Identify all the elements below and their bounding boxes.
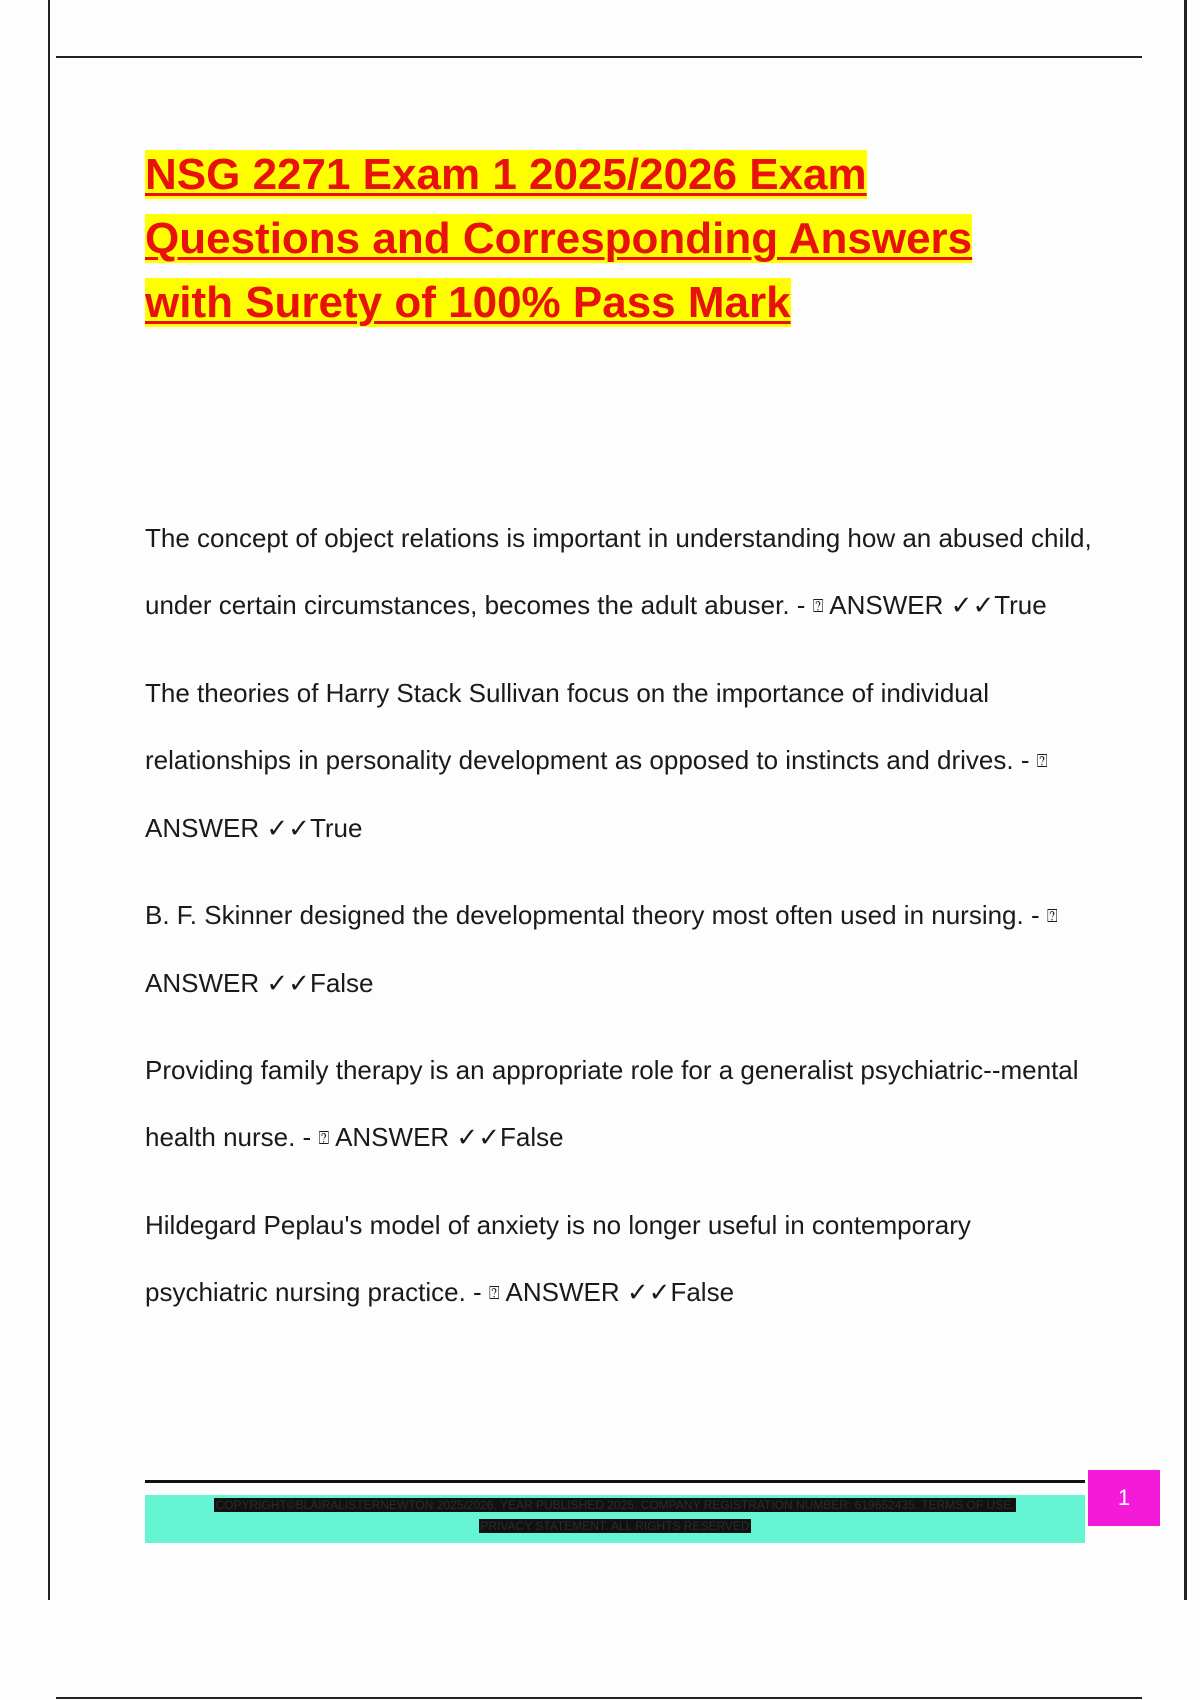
question-text: The theories of Harry Stack Sullivan focus on the importance of individual relationships in personality development as opposed to instincts and drives. - xyxy=(145,678,1030,775)
answer-label: ANSWER xyxy=(145,813,260,843)
header-rule xyxy=(56,56,1142,58)
page-border-right xyxy=(1184,0,1187,1600)
question-text: B. F. Skinner designed the developmental theory most often used in nursing. - xyxy=(145,900,1040,930)
copyright-line: PRIVACY STATEMENT. ALL RIGHTS RESERVED xyxy=(480,1519,750,1533)
answer-label: ANSWER xyxy=(505,1277,620,1307)
missing-glyph-icon: ⍰ xyxy=(318,1128,330,1148)
footer-rule xyxy=(145,1480,1085,1483)
question-item xyxy=(145,1037,1095,1172)
missing-glyph-icon: ⍰ xyxy=(488,1283,500,1303)
question-list xyxy=(145,505,1095,1347)
question-text: Providing family therapy is an appropriate role for a generalist psychiatric--mental health nurse. - xyxy=(145,1055,1079,1152)
answer-value: True xyxy=(994,590,1047,620)
copyright-footer xyxy=(145,1495,1085,1543)
page-border-left xyxy=(48,0,50,1600)
missing-glyph-icon: ⍰ xyxy=(1046,906,1058,926)
answer-label: ANSWER xyxy=(829,590,944,620)
missing-glyph-icon: ⍰ xyxy=(1036,751,1048,771)
missing-glyph-icon: ⍰ xyxy=(812,596,824,616)
question-item xyxy=(145,882,1095,1017)
answer-label: ANSWER xyxy=(335,1122,450,1152)
question-item xyxy=(145,505,1095,640)
question-text: The concept of object relations is important in understanding how an abused child, under certain circumstances, becomes the adult abuser. - xyxy=(145,523,1092,620)
page-bottom-rule xyxy=(56,1697,1142,1699)
question-text: Hildegard Peplau's model of anxiety is no longer useful in contemporary psychiatric nursing practice. - xyxy=(145,1210,971,1307)
check-marks: ✓✓ xyxy=(266,968,310,998)
page-number: 1 xyxy=(1088,1470,1160,1526)
answer-value: False xyxy=(670,1277,735,1307)
check-marks: ✓✓ xyxy=(626,1277,671,1307)
document-title xyxy=(145,143,1125,335)
check-marks: ✓✓ xyxy=(456,1122,500,1152)
answer-value: True xyxy=(309,813,363,843)
check-marks: ✓✓ xyxy=(950,590,995,620)
answer-value: False xyxy=(500,1122,564,1152)
title-line: with Surety of 100% Pass Mark xyxy=(145,278,791,327)
question-item xyxy=(145,660,1095,862)
check-marks: ✓✓ xyxy=(266,813,310,843)
title-line: NSG 2271 Exam 1 2025/2026 Exam xyxy=(145,150,867,199)
title-line: Questions and Corresponding Answers xyxy=(145,214,973,263)
copyright-line: COPYRIGHT©BLAIRALISTERNEWTON 2025/2026. YEAR PUBLISHED 2025. COMPANY REGISTRATION NUMBER: 619652435. TERMS OF USE. xyxy=(215,1498,1015,1512)
answer-label: ANSWER xyxy=(145,968,260,998)
answer-value: False xyxy=(309,968,374,998)
question-item xyxy=(145,1192,1095,1327)
